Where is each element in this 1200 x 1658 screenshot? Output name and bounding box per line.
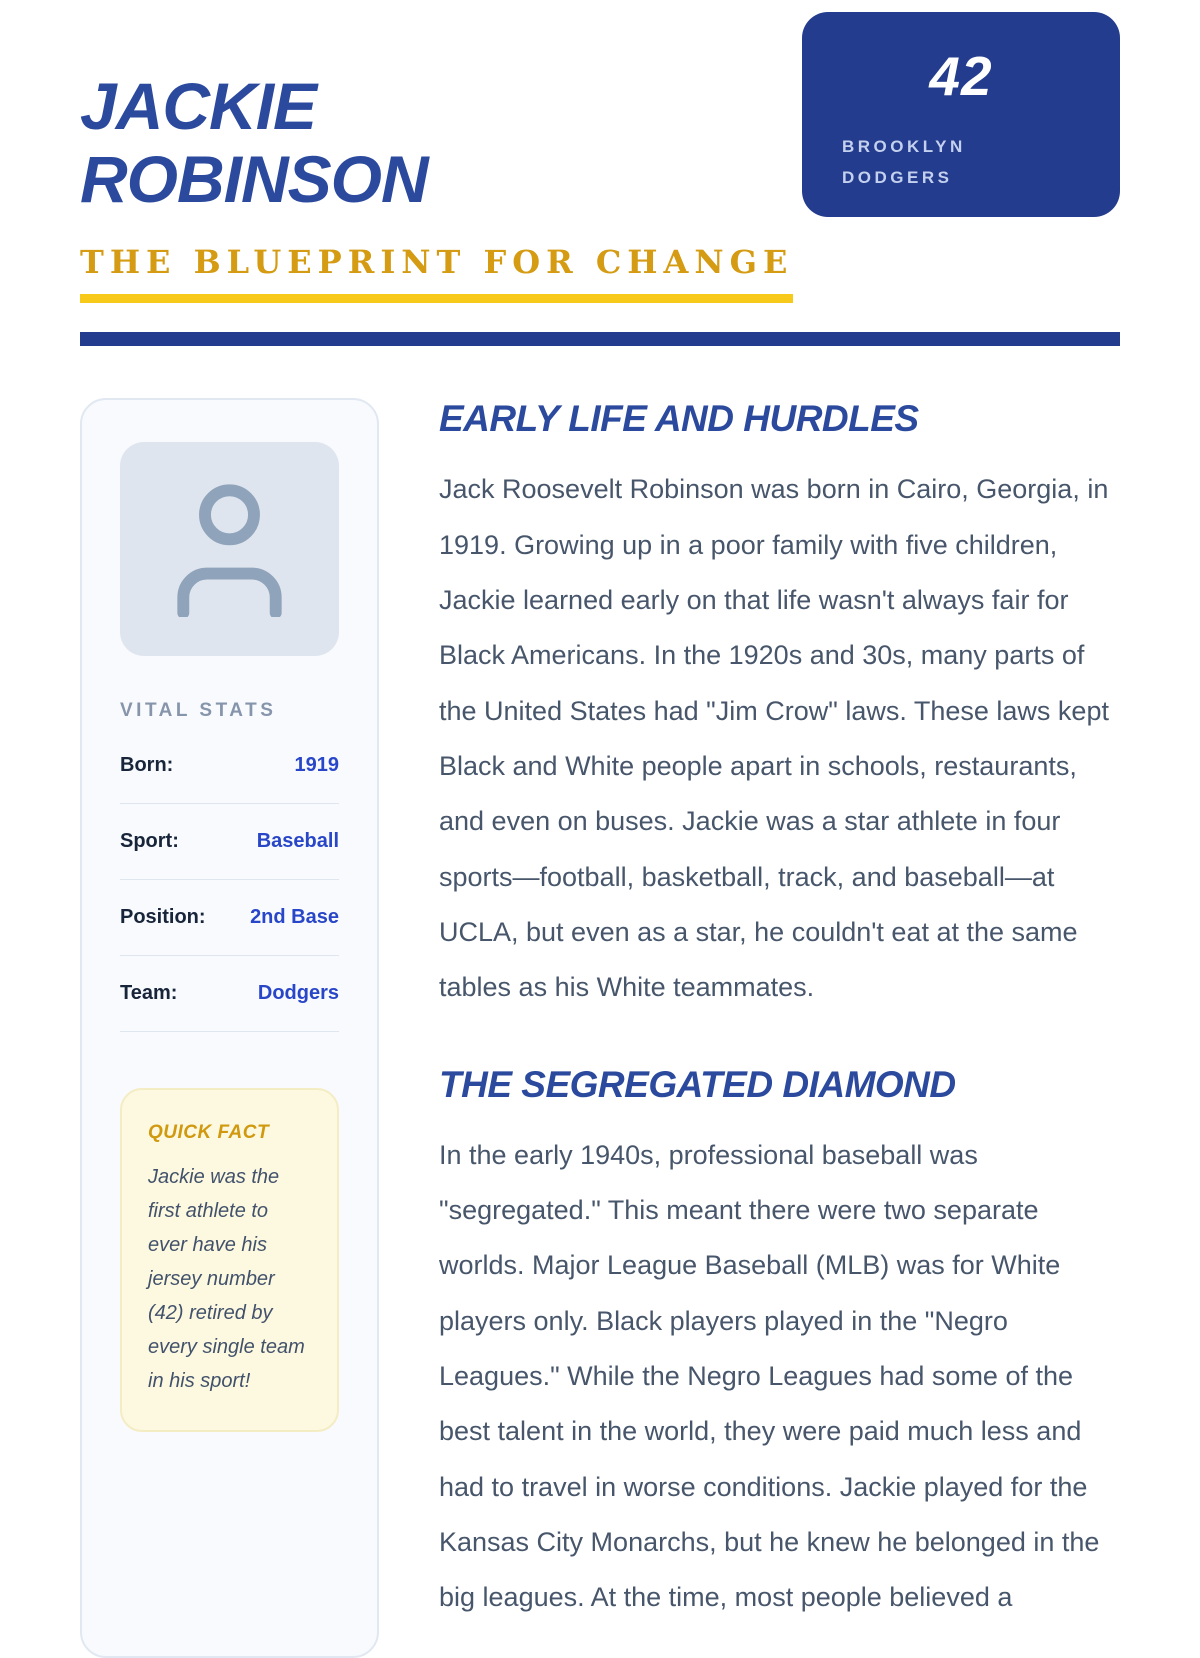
stat-row-sport [120,804,339,880]
stat-row-team [120,956,339,1032]
section-body: In the early 1940s, professional baseball was "segregated." This meant there were two separate worlds. Major League Baseball (MLB) was for White players only. Black players played in the "Negro Leagues." While the Negro Leagues had some of the best talent in the world, they were paid much less and had to travel in worse conditions. Jackie played for the Kansas City Monarchs, but he knew he belonged in the big leagues. At the time, most people believed a [439,1139,1100,1613]
vital-stats-heading: VITAL STATS [120,700,277,722]
section-body: Jack Roosevelt Robinson was born in Cairo, Georgia, in 1919. Growing up in a poor family with five children, Jackie learned early on that life wasn't always fair for Black Americans. In the 1920s and 30s, many parts of the United States had "Jim Crow" laws. These laws kept Black and White people apart in schools, restaurants, and even on buses. Jackie was a star athlete in four sports—football, basketball, track, and baseball—at UCLA, but even as a star, he couldn't eat at the same tables as his White teammates. [439,474,1109,1003]
person-icon [172,477,287,622]
page-title-line2: ROBINSON [80,141,428,216]
page-title-line1: JACKIE [80,69,317,143]
section-segregated-diamond [439,1064,1120,1626]
quick-fact-title: QUICK FACT [148,1122,270,1144]
jersey-team [802,132,1120,193]
stat-row-born [120,728,339,804]
stat-value: Baseball [256,830,339,853]
quick-fact-card [120,1088,339,1432]
stat-label: Sport: [120,830,179,853]
stat-value: Dodgers [257,982,339,1005]
page-subtitle: THE BLUEPRINT FOR CHANGE [80,243,793,303]
header-divider [80,332,1120,346]
stat-label: Team: [120,982,178,1005]
jersey-team-line2: DODGERS [842,167,953,187]
jersey-number: 42 [929,45,993,107]
section-heading: THE SEGREGATED DIAMOND [439,1063,956,1105]
stat-label: Born: [120,754,174,777]
stat-row-position [120,880,339,956]
vital-stats-list [120,728,339,1032]
stat-value: 2nd Base [250,906,339,929]
section-heading: EARLY LIFE AND HURDLES [439,398,919,440]
content [80,398,1120,1658]
profile-card [80,398,379,1658]
stat-label: Position: [120,906,206,929]
jersey-badge [802,12,1120,217]
stat-value: 1919 [294,754,339,777]
section-early-life [439,398,1120,1015]
masthead [80,0,1120,303]
avatar [120,442,339,656]
quick-fact-text: Jackie was the first athlete to ever have his jersey number (42) retired by every single team in his sport! [148,1166,305,1393]
article [439,398,1120,1626]
jersey-team-line1: BROOKLYN [842,137,966,156]
